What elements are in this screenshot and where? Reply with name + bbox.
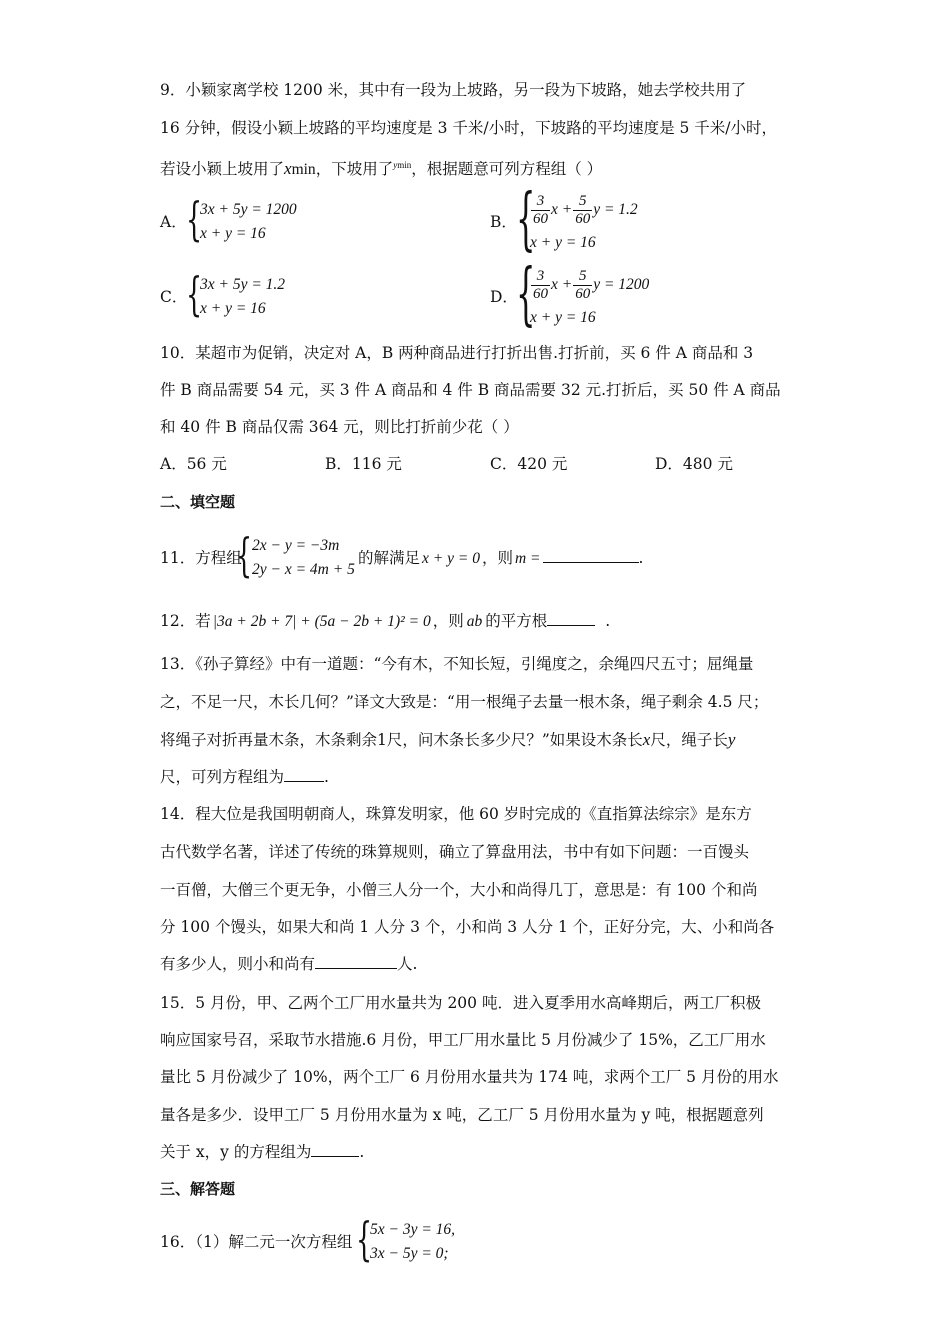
brace-icon: {: [186, 267, 203, 321]
answer-blank: [543, 548, 639, 563]
q13-line-4: 尺，可列方程组为 .: [160, 768, 329, 786]
answer-blank: [311, 1142, 359, 1157]
q14-line-2: 古代数学名著，详述了传统的珠算规则，确立了算盘用法，书中有如下问题：一百馒头: [160, 843, 750, 861]
brace-icon: {: [516, 255, 536, 334]
q10-line-1: 10．某超市为促销，决定对 A，B 两种商品进行打折出售.打折前，买 6 件 A 商品和 3: [160, 344, 754, 362]
q11-prefix: 11．方程组: [160, 549, 242, 567]
q10-line-2: 件 B 商品需要 54 元，买 3 件 A 商品和 4 件 B 商品需要 32 元.打折后，买 50 件 A 商品: [160, 381, 781, 399]
q9-option-b-system: $\frac{3}{60}$ x + $\frac{5}{60}$ y = 1.2 x + y = 16: [530, 192, 638, 251]
q15-line-3: 量比 5 月份减少了 10%，两个工厂 6 月份用水量共为 174 吨，求两个工厂 5 月份的用水: [160, 1068, 779, 1086]
q15-line-4: 量各是多少．设甲工厂 5 月份用水量为 x 吨，乙工厂 5 月份用水量为 y 吨，根据题意列: [160, 1106, 764, 1124]
q15-line-5: 关于 x，y 的方程组为 .: [160, 1143, 365, 1161]
q9-option-b-label: B．: [490, 213, 517, 231]
q10-option-b: B．116 元: [325, 455, 402, 473]
section-heading-fill-blank: 二、填空题: [160, 493, 236, 511]
brace-icon: {: [516, 180, 536, 259]
q9-option-c-system: 3x + 5y = 1.2 x + y = 16: [200, 276, 286, 317]
q10-option-a: A．56 元: [160, 455, 227, 473]
q10-option-c: C．420 元: [490, 455, 568, 473]
q16-system: 5x − 3y = 16, 3x − 5y = 0;: [370, 1221, 456, 1262]
q14-line-3: 一百僧，大僧三个更无争，小僧三人分一个，大小和尚得几丁，意思是：有 100 个和尚: [160, 881, 758, 899]
section-heading-solve: 三、解答题: [160, 1180, 236, 1198]
brace-icon: {: [186, 192, 203, 246]
q9-option-a-system: 3x + 5y = 1200 x + y = 16: [200, 201, 297, 242]
q9-line-1: 9．小颖家离学校 1200 米，其中有一段为上坡路，另一段为下坡路，她去学校共用了: [160, 81, 747, 99]
q10-line-3: 和 40 件 B 商品仅需 364 元，则比打折前少花（ ）: [160, 418, 519, 436]
q12-line: 12．若 |3a + 2b + 7| + (5a − 2b + 1)² = 0 ，则 ab 的平方根 .: [160, 612, 611, 630]
q15-line-2: 响应国家号召，采取节水措施.6 月份，甲工厂用水量比 5 月份减少了 15%，乙工厂用水: [160, 1031, 766, 1049]
q9-line-2: 16 分钟，假设小颖上坡路的平均速度是 3 千米/小时，下坡路的平均速度是 5 千米/小时，: [160, 119, 778, 137]
q9-option-a-label: A．: [160, 213, 187, 231]
q11-system: 2x − y = −3m 2y − x = 4m + 5: [252, 537, 355, 578]
q10-option-d: D．480 元: [655, 455, 733, 473]
answer-blank: [547, 611, 595, 626]
q9-option-d-label: D．: [490, 288, 518, 306]
answer-blank: [284, 767, 324, 782]
q11-tail: 的解满足 x + y = 0 ，则 m = .: [358, 549, 644, 567]
q14-line-5: 有多少人，则小和尚有 人.: [160, 955, 418, 973]
q16-prefix: 16．（1）解二元一次方程组: [160, 1233, 353, 1251]
q15-line-1: 15．5 月份，甲、乙两个工厂用水量共为 200 吨．进入夏季用水高峰期后，两工厂积极: [160, 994, 761, 1012]
brace-icon: {: [356, 1212, 373, 1266]
answer-blank: [315, 954, 397, 969]
q9-option-d-system: $\frac{3}{60}$ x + $\frac{5}{60}$ y = 1200 x + y = 16: [530, 267, 650, 326]
q9-line-3: 若设小颖上坡用了xmin，下坡用了$^{ymin}$，根据题意可列方程组（ ）: [160, 159, 603, 179]
brace-icon: {: [236, 528, 253, 582]
q14-line-4: 分 100 个馒头，如果大和尚 1 人分 3 个，小和尚 3 人分 1 个，正好分完，大、小和尚各: [160, 918, 775, 936]
q13-line-3: 将绳子对折再量木条，木条剩余1尺，问木条长多少尺？”如果设木条长x尺，绳子长y: [160, 730, 736, 749]
q14-line-1: 14．程大位是我国明朝商人，珠算发明家，他 60 岁时完成的《直指算法综宗》是东方: [160, 805, 752, 823]
q13-line-2: 之，不足一尺，木长几何？”译文大致是：“用一根绳子去量一根木条，绳子剩余 4.5 尺；: [160, 693, 769, 711]
q13-line-1: 13．《孙子算经》中有一道题：“今有木，不知长短，引绳度之，余绳四尺五寸；屈绳量: [160, 655, 754, 673]
q9-option-c-label: C．: [160, 288, 188, 306]
